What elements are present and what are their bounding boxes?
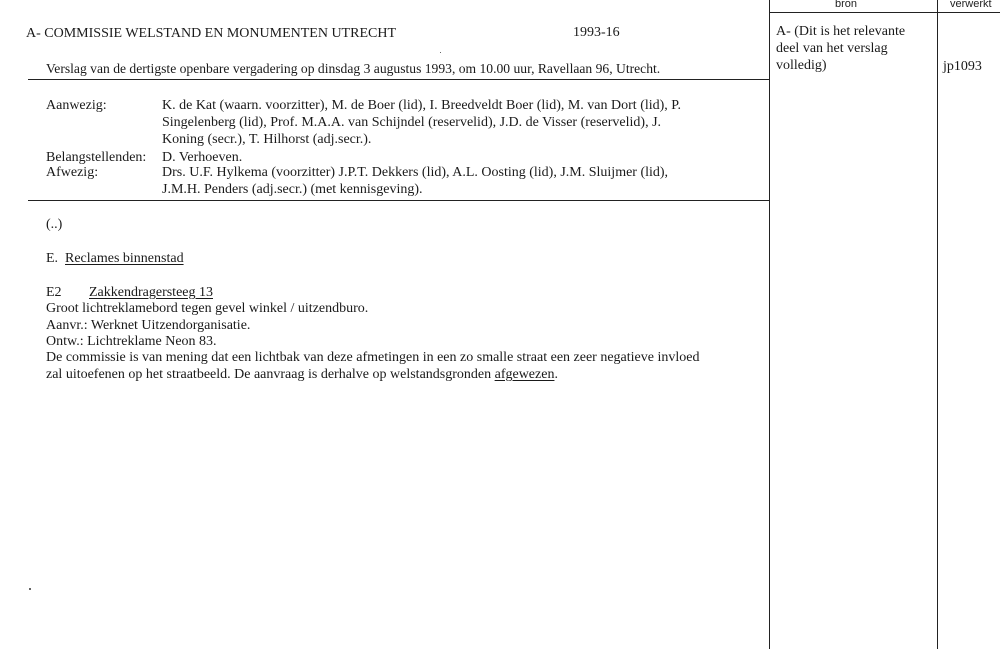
present-label: Aanwezig: — [46, 98, 107, 113]
decision-outcome: afgewezen — [494, 367, 555, 382]
page-title: A- COMMISSIE WELSTAND EN MONUMENTEN UTRECHT — [26, 26, 396, 41]
item-code: E2 — [46, 285, 62, 300]
item-street: Zakkendragersteeg 13 — [89, 285, 213, 300]
item-decision-line-1: De commissie is van mening dat een lichtbak van deze afmetingen in een zo smalle straat een zeer negatieve invloed — [46, 350, 700, 365]
report-line-rule — [28, 79, 770, 80]
column-header-bron: bron — [835, 0, 858, 10]
item-applicant: Aanvr.: Werknet Uitzendorganisatie. — [46, 318, 251, 333]
interested-label: Belangstellenden: — [46, 150, 147, 165]
interested-value: D. Verhoeven. — [162, 150, 243, 165]
present-line-2: Singelenberg (lid), Prof. M.A.A. van Schijndel (reservelid), J.D. de Visser (reservelid), J. — [162, 115, 662, 130]
scan-speck — [440, 52, 441, 53]
absent-label: Afwezig: — [46, 165, 99, 180]
source-note-line-1: A- (Dit is het relevante — [776, 24, 906, 39]
attendance-bottom-rule — [28, 200, 770, 201]
item-description: Groot lichtreklamebord tegen gevel winkel / uitzendburo. — [46, 301, 369, 316]
absent-line-2: J.M.H. Penders (adj.secr.) (met kennisgeving). — [162, 182, 423, 197]
column-header-verwerkt: verwerkt — [950, 0, 992, 10]
absent-line-1: Drs. U.F. Hylkema (voorzitter) J.P.T. Dekkers (lid), A.L. Oosting (lid), J.M. Sluijmer (lid), — [162, 165, 669, 180]
report-number: 1993-16 — [573, 25, 620, 40]
meeting-summary: Verslag van de dertigste openbare vergadering op dinsdag 3 augustus 1993, om 10.00 uur, Ravellaan 96, Utrecht. — [46, 61, 661, 76]
omission-marker: (..) — [46, 217, 63, 232]
processed-code: jp1093 — [943, 59, 982, 74]
column-divider-right — [937, 0, 938, 649]
source-note-line-3: volledig) — [776, 58, 827, 73]
present-line-3: Koning (secr.), T. Hilhorst (adj.secr.). — [162, 132, 372, 147]
decision-period: . — [554, 367, 558, 382]
item-decision-line-2 — [46, 366, 558, 383]
source-note-line-2: deel van het verslag — [776, 41, 888, 56]
header-rule-right — [769, 12, 1000, 13]
item-designer: Ontw.: Lichtreklame Neon 83. — [46, 334, 217, 349]
section-title: Reclames binnenstad — [65, 251, 184, 266]
column-divider-main — [769, 0, 770, 649]
section-letter: E. — [46, 251, 59, 266]
scan-speck — [29, 588, 31, 590]
present-line-1: K. de Kat (waarn. voorzitter), M. de Boer (lid), I. Breedveldt Boer (lid), M. van Dort (lid), P. — [162, 98, 682, 113]
decision-text: zal uitoefenen op het straatbeeld. De aanvraag is derhalve op welstandsgronden — [46, 367, 495, 382]
